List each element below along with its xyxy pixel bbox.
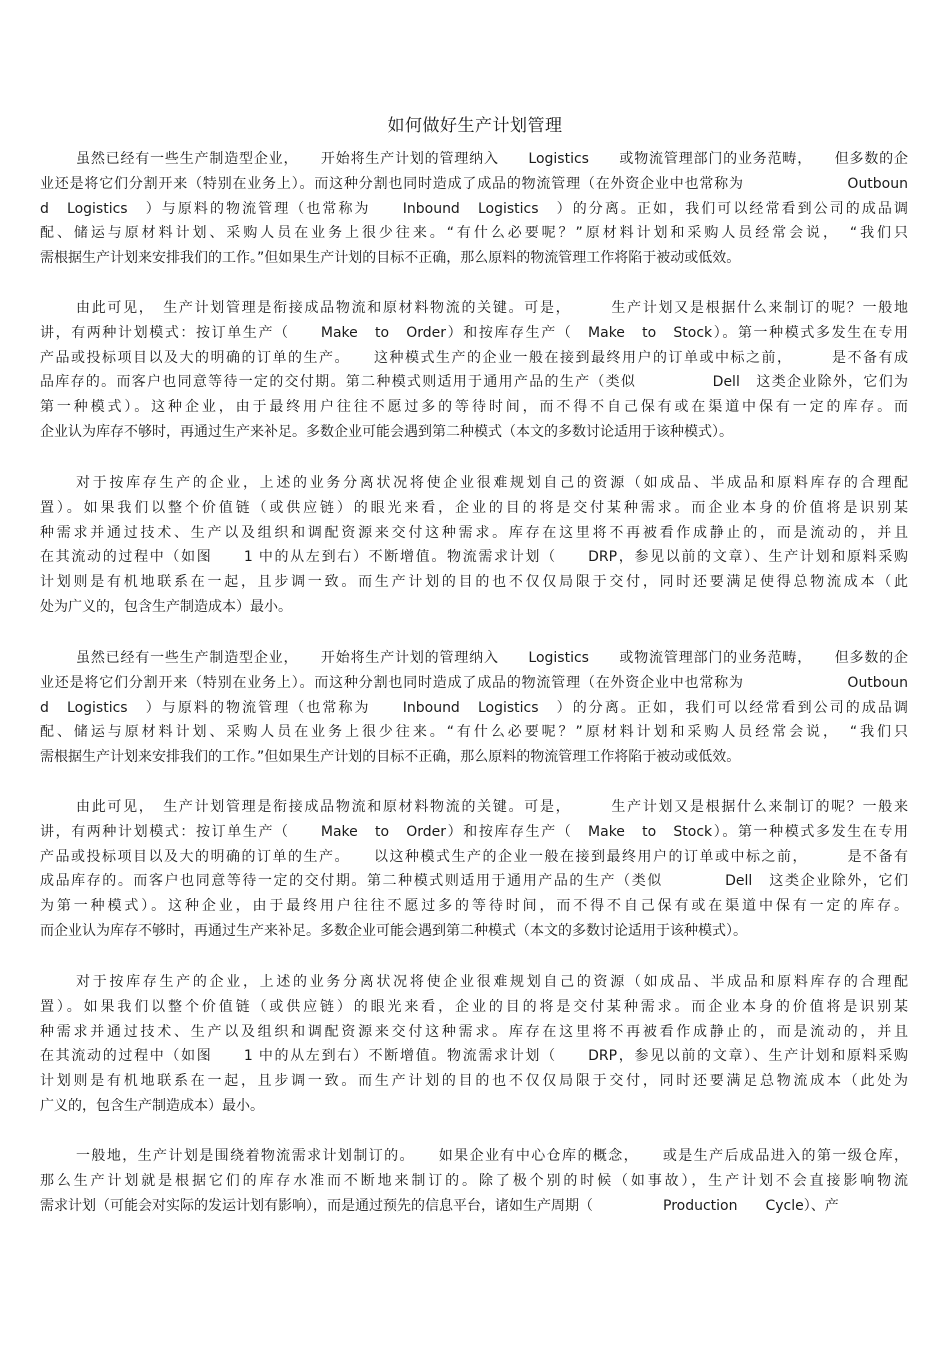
text-line: 广义的，包含生产制造成本）最小。 — [40, 1097, 264, 1114]
text-line: 业还是将它们分割开来（特别在业务上）。而这种分割也同时造成了成品的物流管理（在外资企业中也常称为 Outboun — [40, 674, 908, 691]
paragraph-4 — [40, 646, 908, 770]
text-line: d Logistics ）与原料的物流管理（也常称为 Inbound Logistics ）的分离。正如，我们可以经常看到公司的成品调 — [40, 699, 908, 716]
text-line: 需根据生产计划来安排我们的工作。”但如果生产计划的目标不正确，那么原料的物流管理工作将陷于被动或低效。 — [40, 250, 741, 267]
text-line: 种需求并通过技术、生产以及组织和调配资源来交付这种需求。库存在这里将不再被看作成静止的，而是流动的，并且 — [40, 1023, 908, 1040]
text-line: 企业认为库存不够时，再通过生产来补足。多数企业可能会遇到第二种模式（本文的多数讨论适用于该种模式）。 — [40, 423, 733, 440]
text-line: 在其流动的过程中（如图 1 中的从左到右）不断增值。物流需求计划（ DRP，参见以前的文章）、生产计划和原料采购 — [40, 549, 908, 566]
paragraph-5 — [40, 795, 908, 944]
paragraph-1 — [40, 147, 908, 271]
document-title: 如何做好生产计划管理 — [387, 116, 563, 136]
text-line: 置）。如果我们以整个价值链（或供应链）的眼光来看，企业的目的将是交付某种需求。而企业本身的价值将是识别某 — [40, 499, 908, 516]
text-line: 置）。如果我们以整个价值链（或供应链）的眼光来看，企业的目的将是交付某种需求。而企业本身的价值将是识别某 — [40, 998, 908, 1015]
text-line: 产品或投标项目以及大的明确的订单的生产。 这种模式生产的企业一般在接到最终用户的订单或中标之前， 是不备有成 — [40, 349, 908, 366]
text-line: 需根据生产计划来安排我们的工作。”但如果生产计划的目标不正确，那么原料的物流管理工作将陷于被动或低效。 — [40, 749, 741, 766]
text-line: 种需求并通过技术、生产以及组织和调配资源来交付这种需求。库存在这里将不再被看作成静止的，而是流动的，并且 — [40, 524, 908, 541]
text-line: 对于按库存生产的企业，上述的业务分离状况将使企业很难规划自己的资源（如成品、半成品和原料库存的合理配 — [76, 974, 908, 990]
text-line: 计划则是有机地联系在一起，且步调一致。而生产计划的目的也不仅仅局限于交付，同时还要满足总物流成本（此处为 — [40, 1073, 908, 1090]
text-line: 品库存的。而客户也同意等待一定的交付期。第二种模式则适用于通用产品的生产（类似 Dell 这类企业除外，它们为 — [40, 374, 908, 391]
text-line: 第一种模式）。这种企业，由于最终用户往往不愿过多的等待时间，而不得不自己保有或在渠道中保有一定的库存。而 — [40, 399, 908, 416]
text-line: 在其流动的过程中（如图 1 中的从左到右）不断增值。物流需求计划（ DRP，参见以前的文章）、生产计划和原料采购 — [40, 1048, 908, 1065]
text-line: 讲，有两种计划模式：按订单生产（ Make to Order）和按库存生产（ Make to Stock）。第一种模式多发生在专用 — [40, 823, 908, 840]
text-line: 由此可见， 生产计划管理是衔接成品物流和原材料物流的关键。可是， 生产计划又是根据什么来制订的呢？一般来 — [76, 799, 908, 815]
text-line: 讲，有两种计划模式：按订单生产（ Make to Order）和按库存生产（ Make to Stock）。第一种模式多发生在专用 — [40, 324, 908, 341]
text-line: 一般地，生产计划是围绕着物流需求计划制订的。 如果企业有中心仓库的概念， 或是生产后成品进入的第一级仓库， — [76, 1148, 908, 1164]
text-line: 而企业认为库存不够时，再通过生产来补足。多数企业可能会遇到第二种模式（本文的多数讨论适用于该种模式）。 — [40, 922, 747, 939]
text-line: 配、储运与原材料计划、采购人员在业务上很少往来。“有什么必要呢？”原材料计划和采购人员经常会说， “我们只 — [40, 724, 908, 741]
text-line: 成品库存的。而客户也同意等待一定的交付期。第二种模式则适用于通用产品的生产（类似 Dell 这类企业除外，它们 — [40, 873, 908, 890]
text-line: 虽然已经有一些生产制造型企业， 开始将生产计划的管理纳入 Logistics 或物流管理部门的业务范畴， 但多数的企 — [76, 650, 908, 666]
text-line: 为第一种模式）。这种企业，由于最终用户往往不愿过多的等待时间，而不得不自己保有或在渠道中保有一定的库存。 — [40, 898, 908, 915]
paragraph-6 — [40, 970, 908, 1119]
text-line: 产品或投标项目以及大的明确的订单的生产。 以这种模式生产的企业一般在接到最终用户的订单或中标之前， 是不备有 — [40, 848, 908, 865]
text-line: 需求计划（可能会对实际的发运计划有影响），而是通过预先的信息平台，诸如生产周期（ Production Cycle）、产 — [40, 1197, 839, 1214]
text-line: 业还是将它们分割开来（特别在业务上）。而这种分割也同时造成了成品的物流管理（在外资企业中也常称为 Outboun — [40, 175, 908, 192]
text-line: 由此可见， 生产计划管理是衔接成品物流和原材料物流的关键。可是， 生产计划又是根据什么来制订的呢？一般地 — [76, 300, 908, 316]
text-line: 那么生产计划就是根据它们的库存水准而不断地来制订的。除了极个别的时候（如事故），生产计划不会直接影响物流 — [40, 1172, 908, 1189]
text-line: 配、储运与原材料计划、采购人员在业务上很少往来。“有什么必要呢？”原材料计划和采购人员经常会说， “我们只 — [40, 225, 908, 242]
text-line: 计划则是有机地联系在一起，且步调一致。而生产计划的目的也不仅仅局限于交付，同时还要满足使得总物流成本（此 — [40, 574, 908, 591]
paragraph-7 — [40, 1144, 908, 1218]
text-line: 对于按库存生产的企业，上述的业务分离状况将使企业很难规划自己的资源（如成品、半成品和原料库存的合理配 — [76, 475, 908, 491]
paragraph-2 — [40, 296, 908, 445]
paragraph-3 — [40, 471, 908, 620]
text-line: d Logistics ）与原料的物流管理（也常称为 Inbound Logistics ）的分离。正如，我们可以经常看到公司的成品调 — [40, 200, 908, 217]
text-line: 虽然已经有一些生产制造型企业， 开始将生产计划的管理纳入 Logistics 或物流管理部门的业务范畴， 但多数的企 — [76, 151, 908, 167]
text-line: 处为广义的，包含生产制造成本）最小。 — [40, 598, 292, 615]
